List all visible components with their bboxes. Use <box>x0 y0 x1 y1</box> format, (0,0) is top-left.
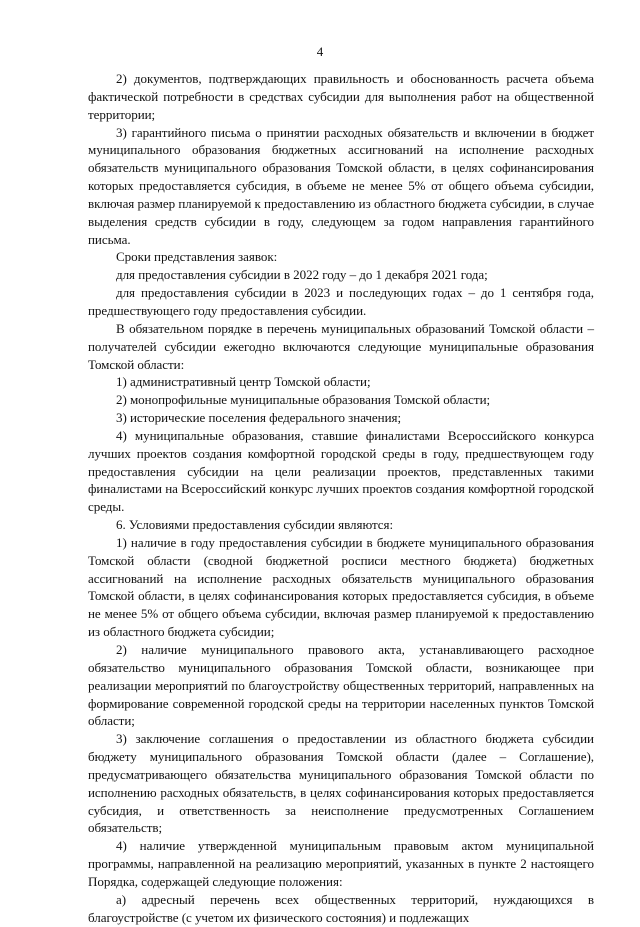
paragraph: Сроки представления заявок: <box>116 249 278 265</box>
paragraph: 4) наличие утвержденной муниципальным правовым актом муниципальной программы, направленной на реализацию мероприятий, указанных в пункте 2 настоящего Порядка, содержащей следующие положения: <box>88 838 594 889</box>
paragraph: а) адресный перечень всех общественных территорий, нуждающихся в благоустройстве (с учетом их физического состояния) и подлежащих <box>88 891 594 925</box>
paragraph: 2) наличие муниципального правового акта, устанавливающего расходное обязательство муниципального образования Томской области, возникающее при реализации мероприятий по благоустройству общественных территорий, направленных на формирование современной городской среды на территории населенных пунктов Томской области; <box>88 642 594 729</box>
paragraph: 3) исторические поселения федерального значения; <box>116 410 402 426</box>
paragraph: 3) заключение соглашения о предоставлении из областного бюджета субсидии бюджету муниципального образования Томской области (далее – Соглашение), предусматривающего обязательства муниципального образования Томской области по исполнению расходных обязательств, в целях софинансирования которых предоставляется субсидия, и ответственность за неисполнение предусмотренных Соглашением обязательств; <box>88 731 594 836</box>
paragraph: для предоставления субсидии в 2022 году – до 1 декабря 2021 года; <box>116 267 488 283</box>
paragraph: 6. Условиями предоставления субсидии являются: <box>116 517 394 533</box>
document-body <box>88 70 594 927</box>
paragraph: 1) наличие в году предоставления субсидии в бюджете муниципального образования Томской области (сводной бюджетной росписи местного бюджета) бюджетных ассигнований на исполнение расходных обязательств муниципального образования Томской области, в целях софинансирования которых предоставляется субсидия, в объеме не менее 5% от общего объема субсидии, включая размер планируемой к предоставлению из областного бюджета субсидии; <box>88 534 594 640</box>
paragraph: 4) муниципальные образования, ставшие финалистами Всероссийского конкурса лучших проектов создания комфортной городской среды в году, предшествующем году предоставления субсидии на цели реализации проектов, представленных такими финалистами на Всероссийский конкурс лучших проектов создания комфортной городской среды. <box>88 427 594 515</box>
page-number: 4 <box>316 44 324 59</box>
paragraph: для предоставления субсидии в 2023 и последующих годах – до 1 сентября года, предшествующего году предоставления субсидии. <box>88 285 594 318</box>
paragraph: 2) монопрофильные муниципальные образования Томской области; <box>116 392 491 408</box>
paragraph: В обязательном порядке в перечень муниципальных образований Томской области – получателей субсидии ежегодно включаются следующие муниципальные образования Томской области: <box>88 320 594 372</box>
paragraph: 1) административный центр Томской области; <box>116 374 371 390</box>
paragraph: 2) документов, подтверждающих правильность и обоснованность расчета объема фактической потребности в средствах субсидии для выполнения работ на общественной территории; <box>88 71 594 122</box>
paragraph: 3) гарантийного письма о принятии расходных обязательств и включении в бюджет муниципального образования бюджетных ассигнований на исполнение расходных обязательств муниципального образования Томской области, в целях софинансирования которых предоставляется субсидия, в объеме не менее 5% от общего объема субсидии, включая размер планируемой к предоставлению из областного бюджета субсидии, в случае выделения средств субсидии в году, следующем за годом направления гарантийного письма. <box>88 124 594 247</box>
